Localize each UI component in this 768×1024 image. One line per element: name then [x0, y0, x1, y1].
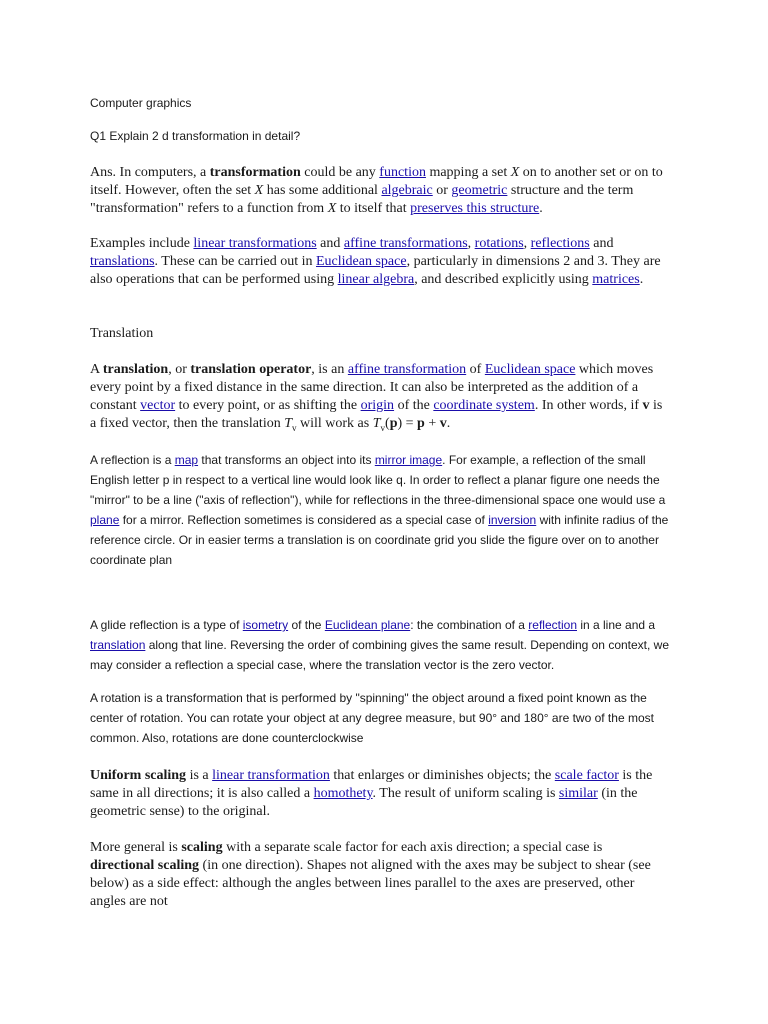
- bold-term: p: [389, 416, 398, 432]
- text-run: is a: [186, 768, 213, 783]
- text-run: in a line and a: [577, 618, 656, 632]
- text-run: along that line. Reversing the order of combining gives the same result. Depending on context, we may consider a reflection a special case, where the translation vector is the zero vector.: [90, 638, 670, 672]
- inline-link[interactable]: Euclidean plane: [324, 618, 411, 632]
- inline-link[interactable]: rotations: [474, 236, 524, 251]
- inline-link[interactable]: coordinate system: [433, 398, 535, 414]
- bold-term: transformation: [209, 165, 301, 180]
- italic-symbol: X: [327, 201, 337, 217]
- examples-paragraph: [90, 235, 670, 289]
- translation-heading: Translation: [90, 326, 154, 341]
- subscript: v: [292, 423, 297, 434]
- text-run: .: [539, 201, 543, 217]
- text-run: mapping a set: [425, 165, 511, 180]
- text-run: which moves every point by a fixed distance in the same direction. It can also be interpreted as the addition of a constant: [90, 362, 654, 414]
- text-run: with a separate scale factor for each axis direction; a special case is: [222, 840, 603, 855]
- text-run: +: [424, 416, 440, 432]
- inline-link[interactable]: plane: [90, 513, 120, 527]
- text-run: , particularly in dimensions 2 and 3. They are also operations that can be performed using: [90, 254, 661, 288]
- inline-link[interactable]: linear algebra: [337, 272, 415, 288]
- inline-link[interactable]: Euclidean space: [316, 254, 407, 270]
- text-run: A glide reflection is a type of: [90, 618, 243, 632]
- rotation-paragraph: [90, 688, 670, 748]
- inline-link[interactable]: reflection: [528, 618, 577, 632]
- text-run: ) =: [397, 416, 418, 432]
- text-run: of: [466, 362, 485, 377]
- text-run: to itself that: [336, 201, 411, 217]
- glide-reflection-paragraph: [90, 615, 670, 675]
- inline-link[interactable]: vector: [140, 398, 176, 414]
- italic-symbol: X: [510, 165, 520, 180]
- text-run: , or: [168, 362, 191, 377]
- text-run: ,: [523, 236, 531, 251]
- inline-link[interactable]: linear transformations: [193, 236, 317, 251]
- text-run: on to another set or on to itself. However, often the set: [90, 165, 663, 199]
- text-run: or: [432, 183, 452, 199]
- inline-link[interactable]: scale factor: [554, 768, 619, 783]
- text-run: of the: [288, 618, 325, 632]
- text-run: Ans. In computers, a: [90, 165, 210, 180]
- text-run: . These can be carried out in: [154, 254, 316, 270]
- text-run: ,: [467, 236, 475, 251]
- text-run: that enlarges or diminishes objects; the: [329, 768, 555, 783]
- text-run: .: [639, 272, 644, 288]
- italic-symbol: T: [372, 416, 381, 432]
- text-run: structure and the term "transformation" refers to a function from: [90, 183, 634, 217]
- bold-term: directional scaling: [90, 858, 200, 874]
- general-scaling-paragraph: [90, 839, 670, 911]
- text-run: . For example, a reflection of the small English letter p in respect to a vertical line would look like q. In order to reflect a planar figure one needs the "mirror" to be a line ("axis of reflection"), while for reflections in the three-dimensional space one would use a: [90, 453, 666, 507]
- text-run: is a fixed vector, then the translation: [90, 398, 663, 432]
- text-run: will work as: [296, 416, 373, 432]
- text-run: A: [90, 362, 103, 377]
- question-heading: Q1 Explain 2 d transformation in detail?: [90, 129, 301, 143]
- bold-term: v: [642, 398, 650, 414]
- translation-paragraph: [90, 361, 670, 437]
- subscript: v: [380, 423, 386, 434]
- inline-link[interactable]: Euclidean space: [484, 362, 576, 377]
- text-run: that transforms an object into its: [198, 453, 375, 467]
- italic-symbol: T: [284, 416, 292, 432]
- bold-term: translation operator: [190, 362, 312, 377]
- text-run: , is an: [311, 362, 348, 377]
- inline-link[interactable]: affine transformations: [343, 236, 468, 251]
- text-run: (in one direction). Shapes not aligned with the axes may be subject to shear (see below) as a side effect: although the angles between lines parallel to the axes are preserved, other angles are not: [90, 858, 651, 910]
- text-run: Examples include: [90, 236, 194, 251]
- inline-link[interactable]: isometry: [242, 618, 289, 632]
- inline-link[interactable]: similar: [558, 786, 598, 802]
- bold-term: v: [439, 416, 447, 432]
- inline-link[interactable]: inversion: [488, 513, 537, 527]
- text-run: . In other words, if: [534, 398, 643, 414]
- text-run: is the same in all directions; it is also called a: [90, 768, 653, 802]
- inline-link[interactable]: algebraic: [381, 183, 433, 199]
- text-run: has some additional: [263, 183, 382, 199]
- text-run: , and described explicitly using: [414, 272, 593, 288]
- inline-link[interactable]: function: [379, 165, 426, 180]
- text-run: to every point, or as shifting the: [175, 398, 361, 414]
- bold-term: p: [417, 416, 425, 432]
- inline-link[interactable]: affine transformation: [347, 362, 467, 377]
- inline-link[interactable]: origin: [360, 398, 395, 414]
- text-run: (: [385, 416, 390, 432]
- text-run: .: [446, 416, 451, 432]
- inline-link[interactable]: linear transformation: [212, 768, 330, 783]
- inline-link[interactable]: preserves this structure: [410, 201, 540, 217]
- inline-link[interactable]: translation: [90, 638, 146, 652]
- inline-link[interactable]: homothety: [313, 786, 373, 802]
- bold-term: Uniform scaling: [90, 768, 187, 783]
- text-run: and: [589, 236, 614, 251]
- bold-term: scaling: [181, 840, 223, 855]
- inline-link[interactable]: map: [174, 453, 199, 467]
- text-run: (in the geometric sense) to the original.: [90, 786, 638, 820]
- inline-link[interactable]: mirror image: [374, 453, 443, 467]
- text-run: More general is: [90, 840, 182, 855]
- text-run: could be any: [300, 165, 380, 180]
- reflection-paragraph: [90, 450, 670, 570]
- text-run: : the combination of a: [410, 618, 529, 632]
- text-run: with infinite radius of the reference circle. Or in easier terms a translation is on coordinate grid you slide the figure over on to another coordinate plan: [90, 513, 669, 567]
- text-run: of the: [394, 398, 434, 414]
- inline-link[interactable]: geometric: [451, 183, 508, 199]
- document-title: Computer graphics: [90, 96, 192, 110]
- italic-symbol: X: [254, 183, 264, 199]
- text-run: and: [316, 236, 344, 251]
- bold-term: translation: [102, 362, 169, 377]
- answer-paragraph: [90, 164, 670, 218]
- inline-link[interactable]: translations: [90, 254, 155, 270]
- inline-link[interactable]: matrices: [592, 272, 640, 288]
- text-run: A rotation is a transformation that is performed by "spinning" the object around a fixed point known as the center of rotation. You can rotate your object at any degree measure, but 90° and 180° are two of the most common. Also, rotations are done counterclockwise: [90, 691, 654, 745]
- text-run: . The result of uniform scaling is: [372, 786, 559, 802]
- text-run: for a mirror. Reflection sometimes is considered as a special case of: [119, 513, 489, 527]
- text-run: A reflection is a: [90, 453, 175, 467]
- inline-link[interactable]: reflections: [530, 236, 590, 251]
- uniform-scaling-paragraph: [90, 767, 670, 821]
